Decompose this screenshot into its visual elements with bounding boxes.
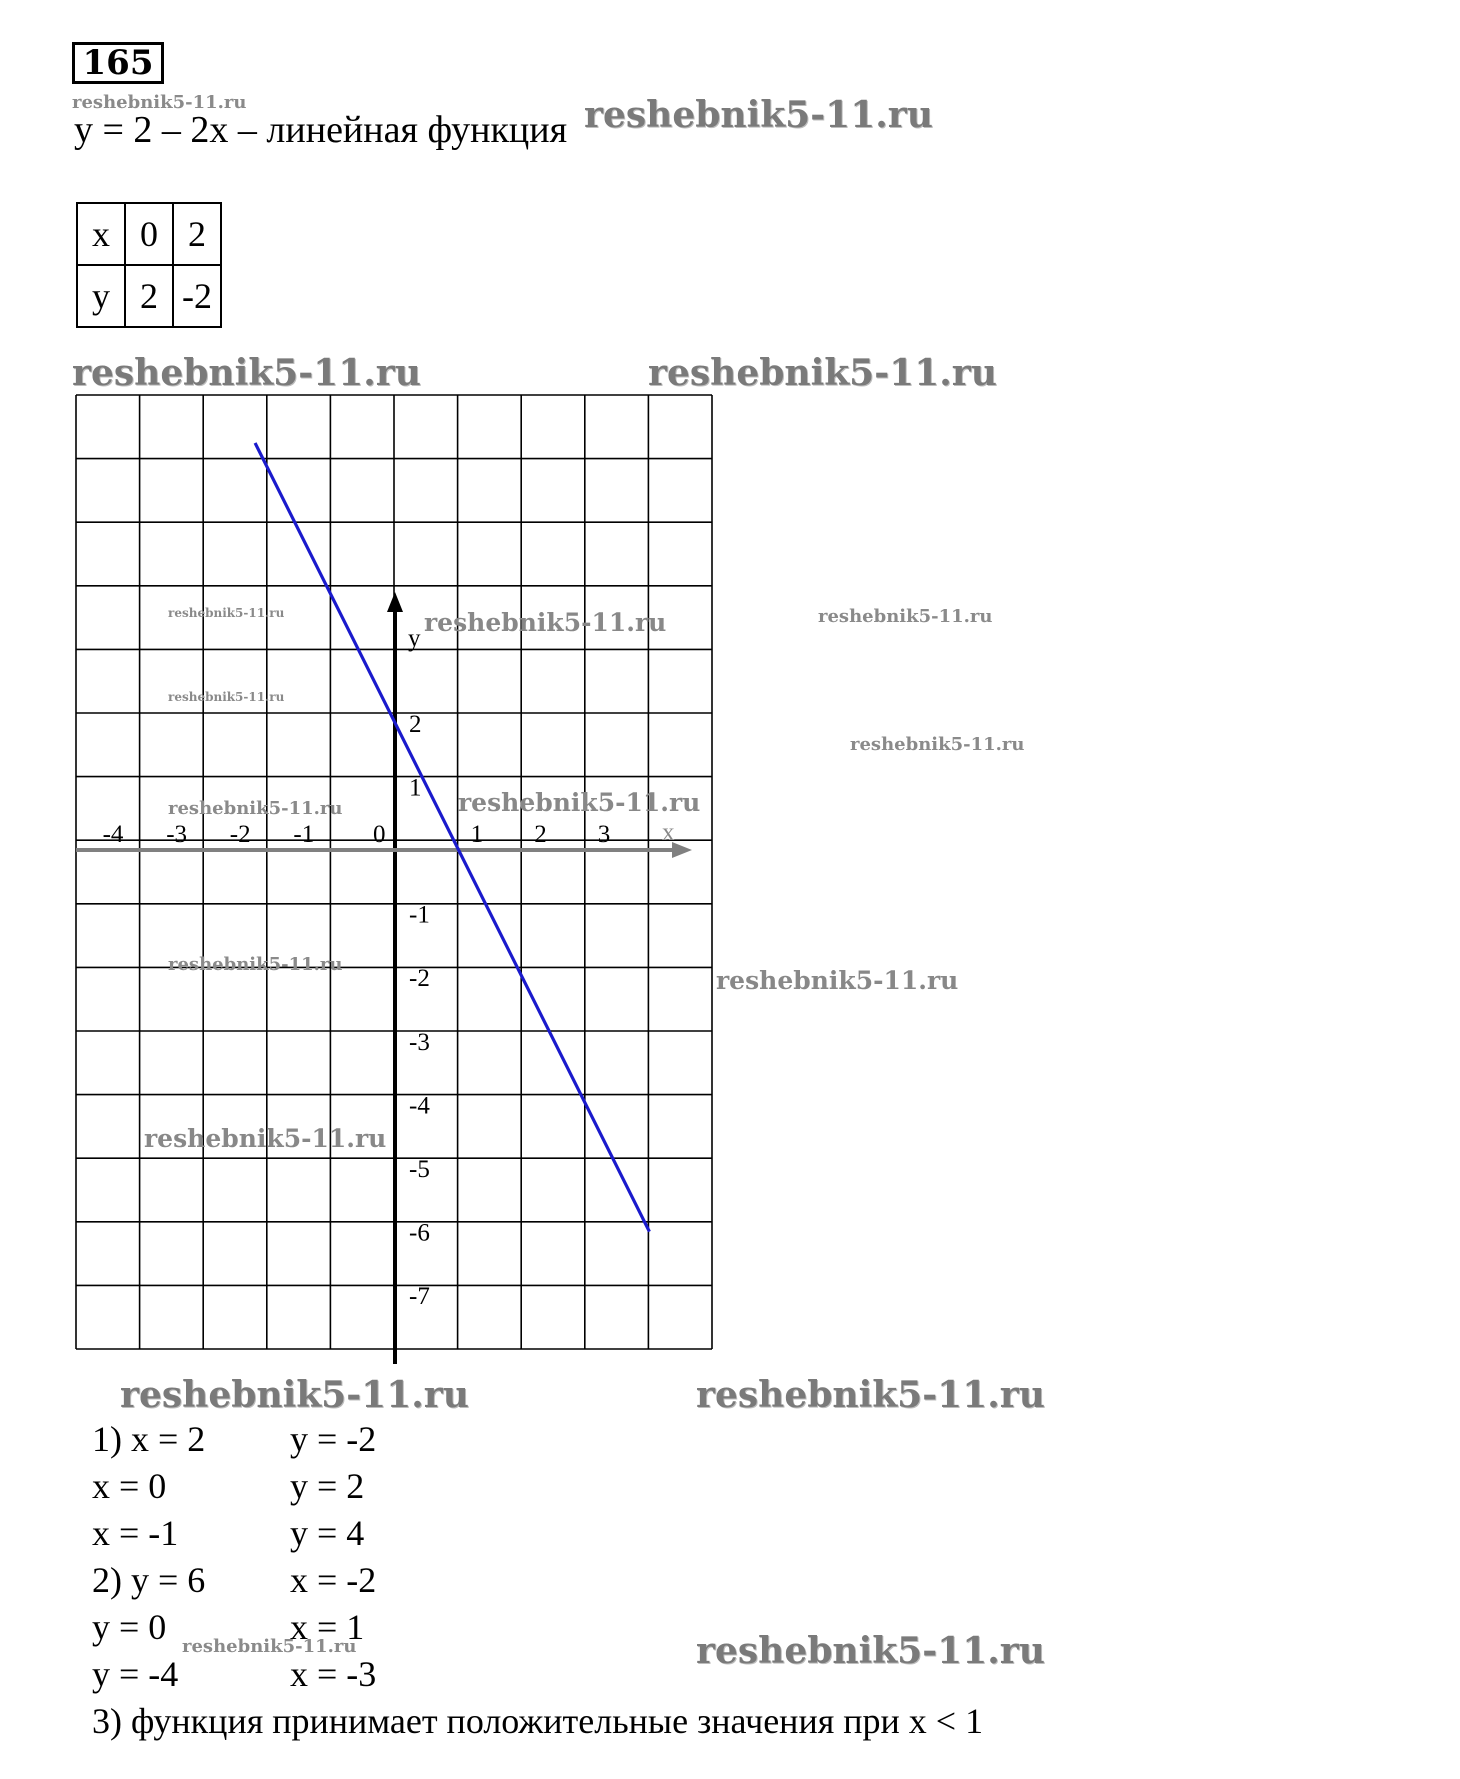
table-cell: x xyxy=(77,203,125,265)
task-number: 165 xyxy=(72,42,164,84)
watermark: reshebnik5-11.ru xyxy=(696,1630,1045,1672)
y-tick-label: -7 xyxy=(409,1283,430,1311)
x-tick-label: 3 xyxy=(597,821,611,848)
y-tick-label: -4 xyxy=(409,1092,430,1120)
y-tick-label: -6 xyxy=(409,1219,430,1247)
answer-value: x = -3 xyxy=(290,1654,377,1694)
x-tick-label: -2 xyxy=(229,821,251,848)
y-tick-label: -5 xyxy=(409,1156,430,1183)
watermark: reshebnik5-11.ru xyxy=(168,798,343,819)
watermark: reshebnik5-11.ru xyxy=(144,1124,387,1153)
table-cell: 0 xyxy=(125,203,173,265)
watermark: reshebnik5-11.ru xyxy=(716,966,959,995)
watermark: reshebnik5-11.ru xyxy=(584,94,933,136)
y-tick-label: 1 xyxy=(409,774,422,802)
y-tick-label: -3 xyxy=(409,1028,430,1056)
watermark: reshebnik5-11.ru xyxy=(168,606,285,620)
watermark: reshebnik5-11.ru xyxy=(168,690,285,704)
table-cell: -2 xyxy=(173,265,221,327)
watermark: reshebnik5-11.ru xyxy=(168,954,343,975)
x-axis-label: x xyxy=(662,819,675,846)
answer-value: x = 1 xyxy=(290,1607,365,1647)
watermark: reshebnik5-11.ru xyxy=(850,734,1025,755)
answer-line: y = -4 xyxy=(92,1654,179,1694)
axes xyxy=(76,592,692,1364)
watermark: reshebnik5-11.ru xyxy=(648,352,997,394)
watermark: reshebnik5-11.ru xyxy=(72,92,247,113)
answer-line: 2) y = 6 xyxy=(92,1560,206,1600)
x-tick-label: 0 xyxy=(373,821,386,848)
function-heading: y = 2 – 2x – линейная функция xyxy=(74,109,568,151)
y-tick-label: -2 xyxy=(409,965,430,993)
x-tick-label: -3 xyxy=(166,821,188,848)
watermark: reshebnik5-11.ru xyxy=(120,1374,469,1416)
watermark: reshebnik5-11.ru xyxy=(72,352,421,394)
x-tick-label: 1 xyxy=(470,821,484,848)
y-axis-arrow xyxy=(387,592,403,612)
table-cell: 2 xyxy=(173,203,221,265)
x-tick-label: 2 xyxy=(534,821,547,848)
answer-value: y = 4 xyxy=(290,1513,365,1553)
table-cell: 2 xyxy=(125,265,173,327)
answer-line: y = 0 xyxy=(92,1607,167,1647)
answer-value: y = 2 xyxy=(290,1466,365,1506)
watermark: reshebnik5-11.ru xyxy=(696,1374,1045,1416)
x-axis-arrow xyxy=(672,842,692,858)
watermark: reshebnik5-11.ru xyxy=(424,608,667,637)
table-cell: y xyxy=(77,265,125,327)
y-tick-label: -1 xyxy=(409,901,430,929)
y-tick-label: 2 xyxy=(409,710,422,738)
watermark: reshebnik5-11.ru xyxy=(458,788,701,817)
answer-line: x = -1 xyxy=(92,1513,179,1553)
answer-line: 1) x = 2 xyxy=(92,1419,206,1459)
answer-conclusion: 3) функция принимает положительные значения при x < 1 xyxy=(92,1701,984,1741)
x-tick-label: -1 xyxy=(293,821,315,848)
answer-line: x = 0 xyxy=(92,1466,167,1506)
answer-value: x = -2 xyxy=(290,1560,377,1600)
watermark: reshebnik5-11.ru xyxy=(182,1636,357,1657)
watermark: reshebnik5-11.ru xyxy=(818,606,993,627)
x-tick-label: -4 xyxy=(102,821,124,848)
answer-value: y = -2 xyxy=(290,1419,377,1459)
y-axis-label: y xyxy=(408,625,421,652)
